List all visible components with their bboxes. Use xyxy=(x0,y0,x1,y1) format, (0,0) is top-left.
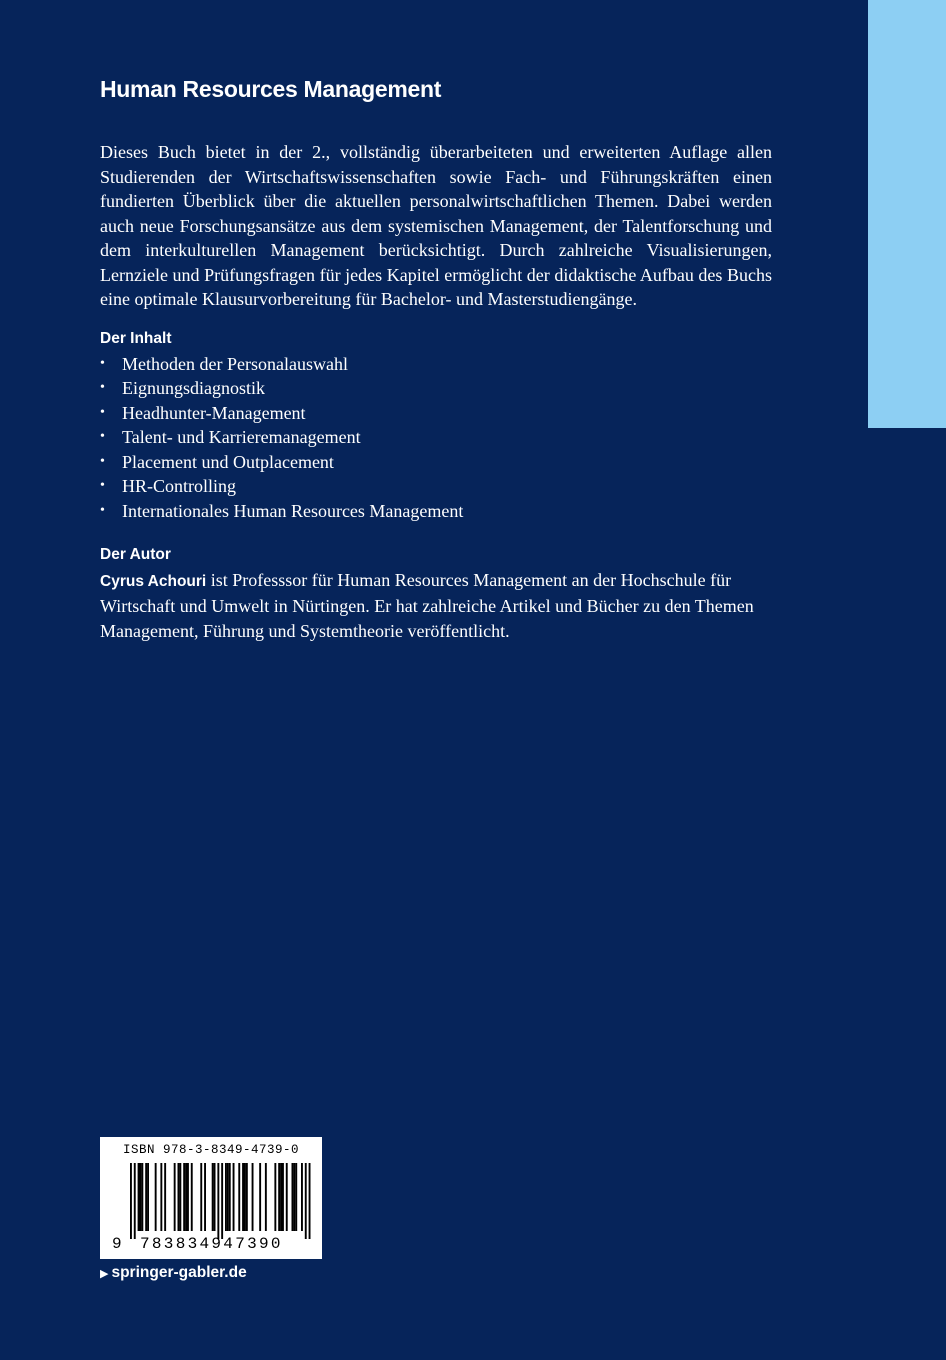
barcode-bar xyxy=(265,1163,267,1231)
barcode-bar xyxy=(233,1163,235,1231)
bullet-icon: • xyxy=(100,404,105,420)
barcode-bar xyxy=(179,1163,181,1231)
barcode-bar xyxy=(242,1163,244,1231)
barcode-bar xyxy=(252,1163,254,1231)
barcode-bar xyxy=(191,1163,193,1231)
barcode-bar xyxy=(238,1163,240,1231)
barcode-bar xyxy=(227,1163,229,1231)
bullet-icon: • xyxy=(100,503,105,519)
list-item: • Headhunter-Management xyxy=(100,401,772,426)
barcode-bar xyxy=(187,1163,189,1231)
barcode-bar xyxy=(147,1163,149,1231)
list-item: • Eignungsdiagnostik xyxy=(100,376,772,401)
ean-remaining-digits: 783834947390 xyxy=(140,1235,283,1253)
play-arrow-icon: ▶ xyxy=(100,1268,109,1280)
barcode-bar xyxy=(280,1163,282,1231)
list-item: • HR-Controlling xyxy=(100,474,772,499)
barcode-bar xyxy=(301,1163,303,1231)
barcode-bar xyxy=(174,1163,176,1231)
bullet-icon: • xyxy=(100,380,105,396)
publisher-url: springer-gabler.de xyxy=(111,1264,247,1281)
barcode-bar xyxy=(221,1163,223,1239)
bullet-icon: • xyxy=(100,478,105,494)
bullet-icon: • xyxy=(100,355,105,371)
barcode-bar xyxy=(140,1163,142,1231)
barcode-bar xyxy=(138,1163,140,1231)
barcode-bar xyxy=(229,1163,231,1231)
back-cover-content xyxy=(100,72,772,643)
list-item: • Internationales Human Resources Management xyxy=(100,499,772,524)
bullet-icon: • xyxy=(100,429,105,445)
barcode-bar xyxy=(305,1163,307,1239)
barcode-bar xyxy=(286,1163,288,1231)
barcode-bar xyxy=(183,1163,185,1231)
barcode-bar xyxy=(141,1163,143,1231)
barcode-bar xyxy=(160,1163,162,1231)
barcode-bar xyxy=(246,1163,248,1231)
barcode-bar xyxy=(295,1163,297,1231)
barcode-bar xyxy=(217,1163,219,1239)
book-description: Dieses Buch bietet in der 2., vollständig überarbeiteten und erweiterten Auflage allen Studierenden der Wirtschaftswissenschaften sowie Fach- und Führungskräften einen fundierten Überblick über die aktuellen personalwirtschaftlichen Themen. Dabei werden auch neue Forschungsansätze aus dem systemischen Management, der Talentforschung und dem interkulturellen Management berücksichtigt. Durch zahlreiche Visualisierungen, Lernziele und Prüfungsfragen für jedes Kapitel ermöglicht der didaktische Aufbau des Buchs eine optimale Klausurvorbereitung für Bachelor- und Masterstudiengänge. xyxy=(100,142,772,309)
isbn-label: ISBN 978-3-8349-4739-0 xyxy=(122,1143,300,1157)
barcode-bar xyxy=(185,1163,187,1231)
barcode-bar xyxy=(278,1163,280,1231)
barcode-bars xyxy=(100,1163,322,1239)
barcode-bar xyxy=(244,1163,246,1231)
barcode-bar xyxy=(274,1163,276,1231)
barcode-bar xyxy=(155,1163,157,1231)
barcode-bar xyxy=(212,1163,214,1231)
bullet-icon: • xyxy=(100,453,105,469)
barcode-bar xyxy=(204,1163,206,1231)
isbn-barcode xyxy=(100,1137,322,1259)
ean-first-digit: 9 xyxy=(112,1235,122,1253)
accent-strip xyxy=(868,0,946,428)
book-title: Human Resources Management xyxy=(100,76,442,102)
list-item: • Placement und Outplacement xyxy=(100,450,772,475)
barcode-bar xyxy=(134,1163,136,1239)
barcode-bar xyxy=(130,1163,132,1239)
barcode-bar xyxy=(164,1163,166,1231)
barcode-bar xyxy=(282,1163,284,1231)
barcode-bar xyxy=(293,1163,295,1231)
barcode-bar xyxy=(145,1163,147,1231)
barcode-bar xyxy=(214,1163,216,1231)
barcode-bar xyxy=(200,1163,202,1231)
contents-list xyxy=(100,352,772,524)
barcode-bar xyxy=(309,1163,311,1239)
author-bio xyxy=(100,568,772,644)
contents-heading: Der Inhalt xyxy=(100,329,172,347)
publisher-link[interactable] xyxy=(100,1264,247,1282)
barcode-bar xyxy=(225,1163,227,1231)
author-bio-text: ist Professsor für Human Resources Management an der Hochschule für Wirtschaft und Umwelt in Nürtingen. Er hat zahlreiche Artikel und Bücher zu den Themen Management, Führung und Systemtheorie veröffentlicht. xyxy=(100,569,754,641)
list-item: • Methoden der Personalauswahl xyxy=(100,352,772,377)
author-name: Cyrus Achouri xyxy=(100,572,207,590)
barcode-bar xyxy=(259,1163,261,1231)
barcode-bar xyxy=(292,1163,294,1231)
barcode-bar xyxy=(178,1163,180,1231)
author-heading: Der Autor xyxy=(100,545,171,563)
list-item: • Talent- und Karrieremanagement xyxy=(100,425,772,450)
